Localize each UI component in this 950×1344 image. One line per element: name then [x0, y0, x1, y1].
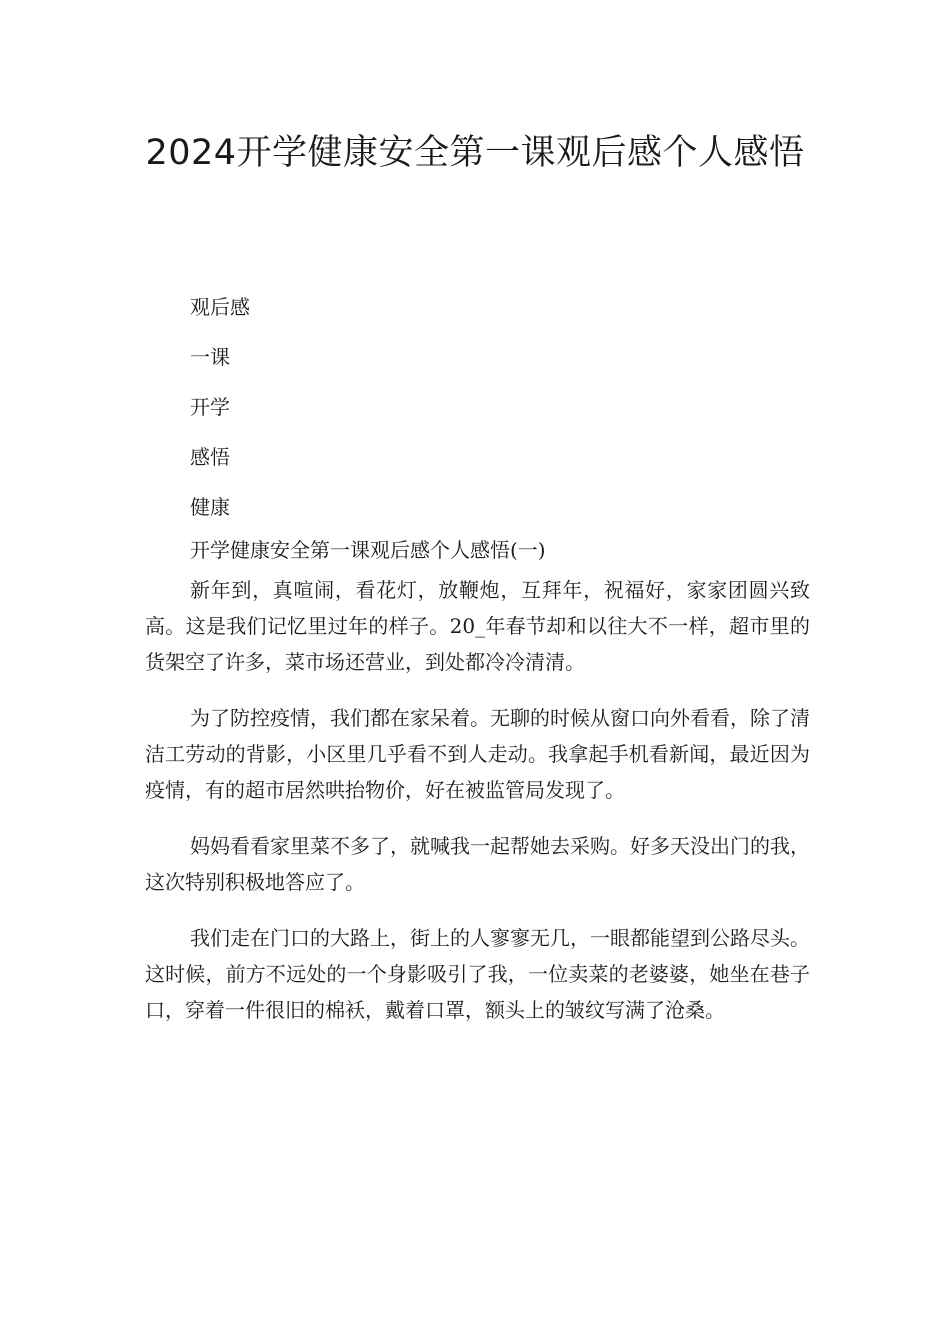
keyword-item: 观后感	[190, 295, 250, 319]
keyword-item: 一课	[190, 345, 230, 369]
body-paragraph: 为了防控疫情，我们都在家呆着。无聊的时候从窗口向外看看，除了清洁工劳动的背影，小区里几乎看不到人走动。我拿起手机看新闻，最近因为疫情，有的超市居然哄抬物价，好在被监管局发现了。	[145, 706, 810, 802]
section-heading: 开学健康安全第一课观后感个人感悟(一)	[190, 538, 546, 562]
body-paragraph: 新年到，真喧闹，看花灯，放鞭炮，互拜年，祝福好，家家团圆兴致高。这是我们记忆里过年的样子。20_年春节却和以往大不一样，超市里的货架空了许多，菜市场还营业，到处都冷冷清清。	[145, 578, 810, 674]
keyword-item: 感悟	[190, 445, 230, 469]
document-title: 2024开学健康安全第一课观后感个人感悟	[145, 133, 805, 173]
keyword-item: 健康	[190, 495, 230, 519]
keyword-list	[190, 282, 250, 532]
body-paragraph: 我们走在门口的大路上，街上的人寥寥无几，一眼都能望到公路尽头。这时候，前方不远处的一个身影吸引了我，一位卖菜的老婆婆，她坐在巷子口，穿着一件很旧的棉袄，戴着口罩，额头上的皱纹写满了沧桑。	[145, 926, 810, 1022]
body-paragraph: 妈妈看看家里菜不多了，就喊我一起帮她去采购。好多天没出门的我，这次特别积极地答应了。	[145, 834, 810, 894]
keyword-item: 开学	[190, 395, 230, 419]
document-body	[145, 532, 810, 1048]
